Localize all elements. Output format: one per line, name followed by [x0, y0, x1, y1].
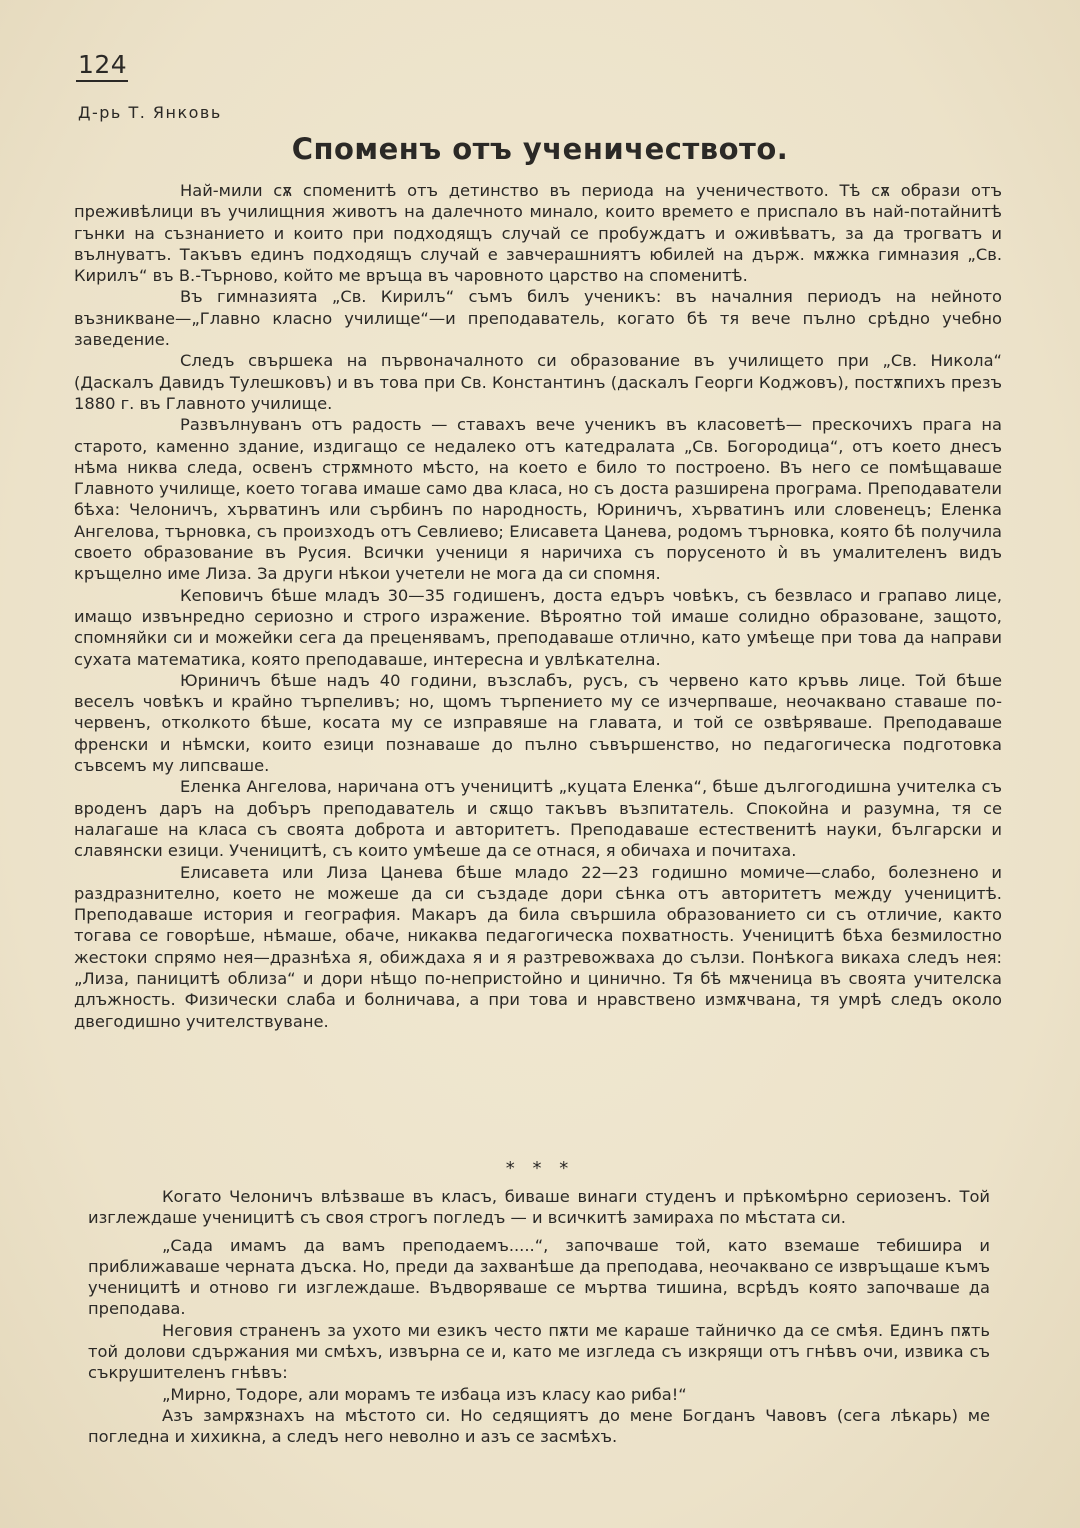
paragraph: Азъ замрѫзнахъ на мѣстото си. Но седящиятъ до мене Богданъ Чавовъ (сега лѣкарь) ме погледна и хихикна, а следъ него неволно и азъ се засмѣхъ.	[88, 1405, 990, 1447]
article-body	[74, 180, 1002, 1032]
paragraph: Кеповичъ бѣше младъ 30—35 годишенъ, доста едъръ човѣкъ, съ безвласо и грапаво лице, имащо извънредно сериозно и строго изражение. Вѣроятно той имаше солидно образоване, защото, спомняйки си и можейки сега да преценявамъ, преподаваше отлично, като умѣеще при това да направи сухата математика, която преподаваше, интересна и увлѣкателна.	[74, 585, 1002, 669]
page-number-underline	[76, 80, 128, 82]
paragraph: Развълнуванъ отъ радость — ставахъ вече ученикъ въ класоветѣ— прескочихъ прага на старото, каменно здание, издигащо се недалеко отъ катедралата „Св. Богородица“, отъ което днесъ нѣма никва следа, освенъ стрѫмното мѣсто, на което е било то построено. Въ него се помѣщаваше Главното училище, което тогава имаше само два класа, но съ доста разширена програма. Преподаватели бѣха: Челоничъ, хърватинъ или сърбинъ по народность, Юриничъ, хърватинъ или словенецъ; Еленка Ангелова, търновка, съ произходъ отъ Севлиево; Елисавета Цанева, родомъ търновка, която бѣ получила своето образование въ Русия. Всички ученици я наричиха съ порусеното ѝ въ умалителенъ видъ кръщелно име Лиза. За други нѣкои учетели не мога да си спомня.	[74, 415, 1002, 584]
author-name: Д-рь Т. Янковь	[78, 103, 222, 122]
section-break: * * *	[505, 1158, 575, 1179]
article-body-continued	[88, 1186, 990, 1448]
article-title: Споменъ отъ ученичеството.	[291, 132, 789, 166]
paragraph: Елисавета или Лиза Цанева бѣше младо 22—23 годишно момиче—слабо, болезнено и раздразнително, което не можеше да си създаде дори сѣнка отъ авторитетъ между ученицитѣ. Преподаваше история и география. Макаръ да била свършила образованието си съ отличие, както тогава се говорѣше, нѣмаше, обаче, никаква педагогическа похватность. Ученицитѣ бѣха безмилостно жестоки спрямо нея—дразнѣха я, обиждаха я и я разтревожваха до сълзи. Понѣкога викаха следъ нея: „Лиза, паницитѣ облиза“ и дори нѣщо по-непристойно и цинично. Тя бѣ мѫченица въ своята учителска длъжность. Физически слаба и болничава, а при това и нравствено измѫчвана, тя умрѣ следъ около двегодишно учителствуване.	[74, 862, 1002, 1031]
paragraph: Най-мили сѫ споменитѣ отъ детинство въ периода на ученичеството. Тѣ сѫ образи отъ преживѣлици въ училищния животъ на далечното минало, които времето е приспало въ най-потайнитѣ гънки на съзнанието и които при подходящъ случай се пробуждатъ и оживѣватъ, за да трогватъ и вълнуватъ. Такъвъ единъ подходящъ случай е завчерашниятъ юбилей на държ. мѫжка гимназия „Св. Кирилъ“ въ В.-Търново, който ме връща въ чаровното царство на споменитѣ.	[74, 181, 1002, 286]
paragraph: Когато Челоничъ влѣзваше въ класъ, биваше винаги студенъ и прѣкомѣрно сериозенъ. Той изглеждаше ученицитѣ съ своя строгъ погледъ — и всичкитѣ замираха по мѣстата си.	[88, 1187, 990, 1228]
page-number: 124	[78, 50, 128, 79]
paragraph: „Мирно, Тодоре, али морамъ те избаца изъ класу као риба!“	[162, 1384, 687, 1404]
paragraph: Въ гимназията „Св. Кирилъ“ съмъ билъ ученикъ: въ началния периодъ на нейното възникване—„Главно класно училище“—и преподаватель, когато бѣ тя вече пълно срѣдно учебно заведение.	[74, 287, 1002, 350]
paragraph: Следъ свършека на първоначалното си образование въ училището при „Св. Никола“ (Даскалъ Давидъ Тулешковъ) и въ това при Св. Константинъ (даскалъ Георги Коджовъ), постѫпихъ презъ 1880 г. въ Главното училище.	[74, 351, 1002, 413]
paragraph: Еленка Ангелова, наричана отъ ученицитѣ „куцата Еленка“, бѣше дългогодишна учителка съ вроденъ даръ на добъръ преподаватель и сѫщо такъвъ възпитатель. Спокойна и разумна, тя се налагаше на класа съ своята доброта и авторитетъ. Преподаваше естественитѣ науки, български и славянски езици. Ученицитѣ, съ които умѣеше да се отнася, я обичаха и почитаха.	[74, 777, 1002, 861]
paragraph: Юриничъ бѣше надъ 40 години, възслабъ, русъ, съ червено като кръвь лице. Той бѣше веселъ човѣкъ и крайно търпеливъ; но, щомъ търпението му се изчерпваше, неочаквано ставаше по-червенъ, отколкото бѣше, косата му се изправяше на главата, и той се озвѣряваше. Преподаваше френски и нѣмски, които езици познаваше до пълно съвършенство, но педагогическа подготовка съвсемъ му липсваше.	[74, 670, 1002, 776]
paragraph: „Сада имамъ да вамъ преподаемъ.....“, започваше той, като вземаше тебишира и приближаваше черната дъска. Но, преди да захванѣше да преподава, неочаквано се извръщаше къмъ ученицитѣ и отново ги изглеждаше. Въдворяваше се мъртва тишина, всрѣдъ която започваше да преподава.	[88, 1235, 990, 1319]
paragraph: Неговия страненъ за ухото ми езикъ често пѫти ме караше тайничко да се смѣя. Единъ пѫть той долови сдържания ми смѣхъ, извърна се и, като ме изгледа съ изкрящи отъ гнѣвъ очи, извика съ съкрушителенъ гнѣвъ:	[88, 1320, 990, 1383]
